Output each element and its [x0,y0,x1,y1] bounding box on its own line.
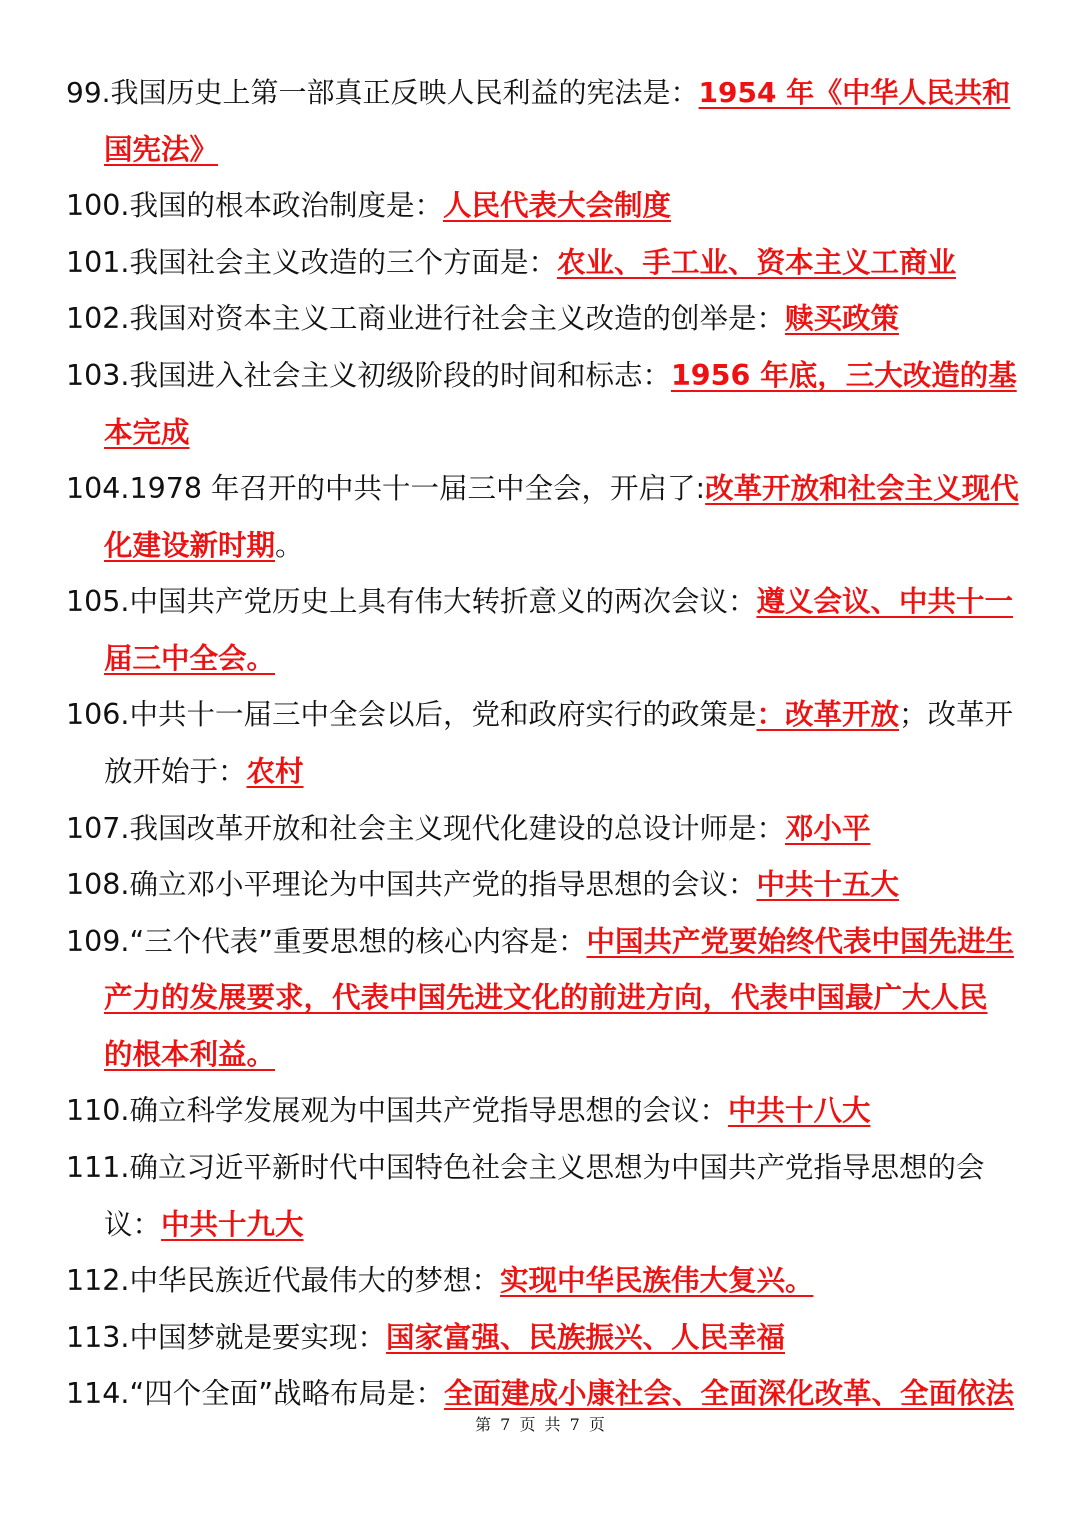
question-text: 111.确立习近平新时代中国特色社会主义思想为中国共产党指导思想的会 [66,1151,985,1184]
question-99 [66,64,1026,121]
question-113 [66,1309,1026,1366]
sentence-end: 。 [275,529,304,562]
question-104 [66,460,1026,517]
question-text: 99.我国历史上第一部真正反映人民利益的宪法是： [66,76,699,109]
question-text: 102.我国对资本主义工商业进行社会主义改造的创举是： [66,302,785,335]
question-text: 100.我国的根本政治制度是： [66,189,443,222]
question-text: 113.中国梦就是要实现： [66,1321,386,1354]
answer-text: 中共十八大 [727,1094,871,1127]
answer-text: 中共十九大 [161,1208,304,1241]
answer-text: 1954 年《中华人民共和 [698,76,1011,109]
question-109-continued-2 [66,1026,1064,1083]
answer-text: 人民代表大会制度 [442,189,671,222]
question-111 [66,1139,1026,1196]
answer-text: 中国共产党要始终代表中国先进生 [586,925,1015,958]
answer-text: 实现中华民族伟大复兴。 [499,1264,814,1297]
question-104-continued [66,517,1064,574]
answer-text: 化建设新时期 [104,529,276,562]
answer-text: 届三中全会。 [104,642,276,675]
answer-text: 全面建成小康社会、全面深化改革、全面依法 [444,1377,1015,1410]
answer-text: 本完成 [104,416,190,449]
question-109-continued [66,969,1064,1026]
answer-text: 1956 年底，三大改造的基 [670,359,1017,392]
answer-text: 国宪法》 [104,133,219,166]
question-text: 105.中国共产党历史上具有伟大转折意义的两次会议： [66,585,757,618]
question-text: 114.“四个全面”战略布局是： [66,1377,444,1410]
answer-text: 的根本利益。 [104,1038,276,1071]
question-text: 104.1978 年召开的中共十一届三中全会，开启了: [66,472,706,505]
answer-text: 赎买政策 [784,302,899,335]
question-text-tail: ；改革开 [898,698,1013,731]
question-110 [66,1082,1026,1139]
answer-text: 产力的发展要求，代表中国先进文化的前进方向，代表中国最广大人民 [104,981,988,1014]
answer-text: 农村 [246,755,304,788]
answer-text: 国家富强、民族振兴、人民幸福 [385,1321,785,1354]
question-text: 议： [104,1208,162,1241]
answer-text: 遵义会议、中共十一 [756,585,1013,618]
question-text: 103.我国进入社会主义初级阶段的时间和标志： [66,359,671,392]
question-100 [66,177,1026,234]
question-103 [66,347,1026,404]
question-112 [66,1252,1026,1309]
answer-text: 邓小平 [784,812,871,845]
question-103-continued [66,404,1064,461]
question-text: 放开始于： [104,755,247,788]
question-text: 112.中华民族近代最伟大的梦想： [66,1264,500,1297]
question-text: 107.我国改革开放和社会主义现代化建设的总设计师是： [66,812,785,845]
question-text: 101.我国社会主义改造的三个方面是： [66,246,557,279]
question-105 [66,573,1026,630]
question-102 [66,290,1026,347]
question-text: 110.确立科学发展观为中国共产党指导思想的会议： [66,1094,728,1127]
page-number-footer: 第 7 页 共 7 页 [475,1415,605,1434]
question-101 [66,234,1026,291]
question-109 [66,913,1026,970]
question-106 [66,686,1026,743]
question-105-continued [66,630,1064,687]
answer-text: ：改革开放 [756,698,899,731]
question-text: 108.确立邓小平理论为中国共产党的指导思想的会议： [66,868,757,901]
question-text: 106.中共十一届三中全会以后，党和政府实行的政策是 [66,698,757,731]
question-99-continued [66,121,1064,178]
question-108 [66,856,1026,913]
answer-text: 改革开放和社会主义现代 [705,472,1019,505]
answer-text: 农业、手工业、资本主义工商业 [556,246,956,279]
question-107 [66,800,1026,857]
question-text: 109.“三个代表”重要思想的核心内容是： [66,925,587,958]
question-106-continued [66,743,1064,800]
answer-text: 中共十五大 [756,868,899,901]
question-111-continued [66,1196,1064,1253]
